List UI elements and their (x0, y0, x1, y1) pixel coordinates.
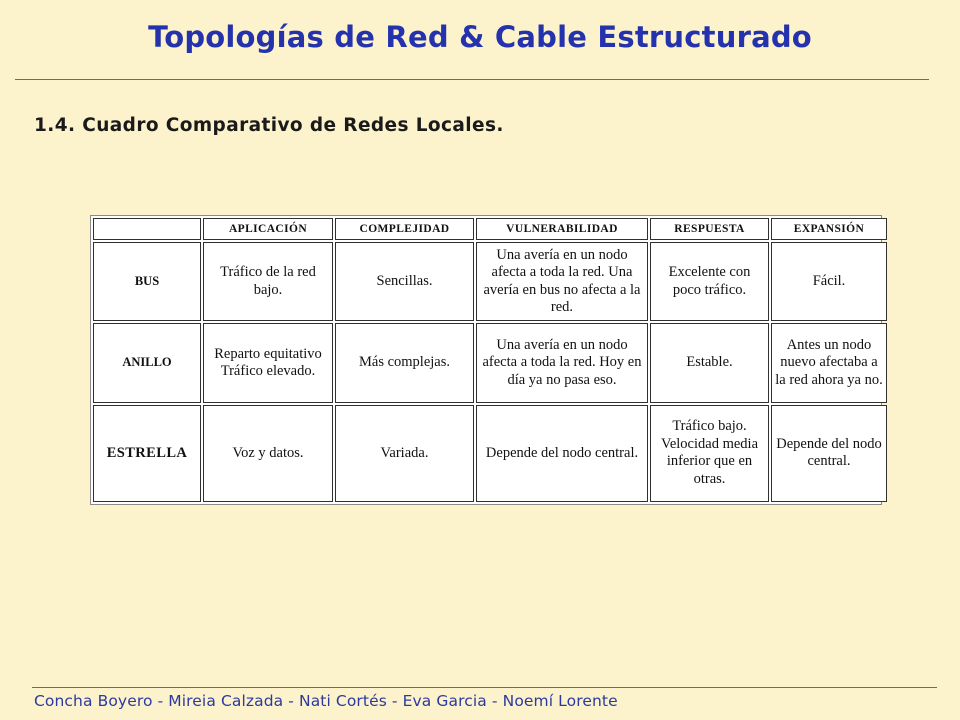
row-header-anillo: ANILLO (93, 323, 201, 403)
table-row-anillo (93, 323, 887, 403)
column-header-expansion: EXPANSIÓN (771, 218, 887, 240)
table-corner-cell (93, 218, 201, 240)
table-cell: Más complejas. (335, 323, 474, 403)
footer-authors: Concha Boyero - Mireia Calzada - Nati Cortés - Eva Garcia - Noemí Lorente (34, 692, 618, 710)
section-heading: 1.4. Cuadro Comparativo de Redes Locales. (34, 115, 504, 136)
table-cell: Sencillas. (335, 242, 474, 321)
table-row-bus (93, 242, 887, 321)
column-header-respuesta: RESPUESTA (650, 218, 769, 240)
table-cell: Una avería en un nodo afecta a toda la red. Una avería en bus no afecta a la red. (476, 242, 648, 321)
column-header-complejidad: COMPLEJIDAD (335, 218, 474, 240)
column-header-vulnerabilidad: VULNERABILIDAD (476, 218, 648, 240)
table-cell: Antes un nodo nuevo afectaba a la red ahora ya no. (771, 323, 887, 403)
table-cell: Depende del nodo central. (771, 405, 887, 502)
table-cell: Estable. (650, 323, 769, 403)
table-cell: Excelente con poco tráfico. (650, 242, 769, 321)
table-cell: Fácil. (771, 242, 887, 321)
row-header-bus: BUS (93, 242, 201, 321)
comparison-table (90, 215, 882, 505)
table-cell: Depende del nodo central. (476, 405, 648, 502)
slide-title: Topologías de Red & Cable Estructurado (148, 20, 812, 54)
table-header-row (93, 218, 887, 240)
table-cell: Tráfico bajo. Velocidad media inferior que en otras. (650, 405, 769, 502)
table-cell: Tráfico de la red bajo. (203, 242, 333, 321)
footer-divider (32, 687, 937, 688)
column-header-aplicacion: APLICACIÓN (203, 218, 333, 240)
table-cell: Voz y datos. (203, 405, 333, 502)
table-cell: Reparto equitativo Tráfico elevado. (203, 323, 333, 403)
table-row-estrella (93, 405, 887, 502)
table-cell: Una avería en un nodo afecta a toda la red. Hoy en día ya no pasa eso. (476, 323, 648, 403)
title-divider (15, 79, 929, 80)
table-cell: Variada. (335, 405, 474, 502)
row-header-estrella: ESTRELLA (93, 405, 201, 502)
